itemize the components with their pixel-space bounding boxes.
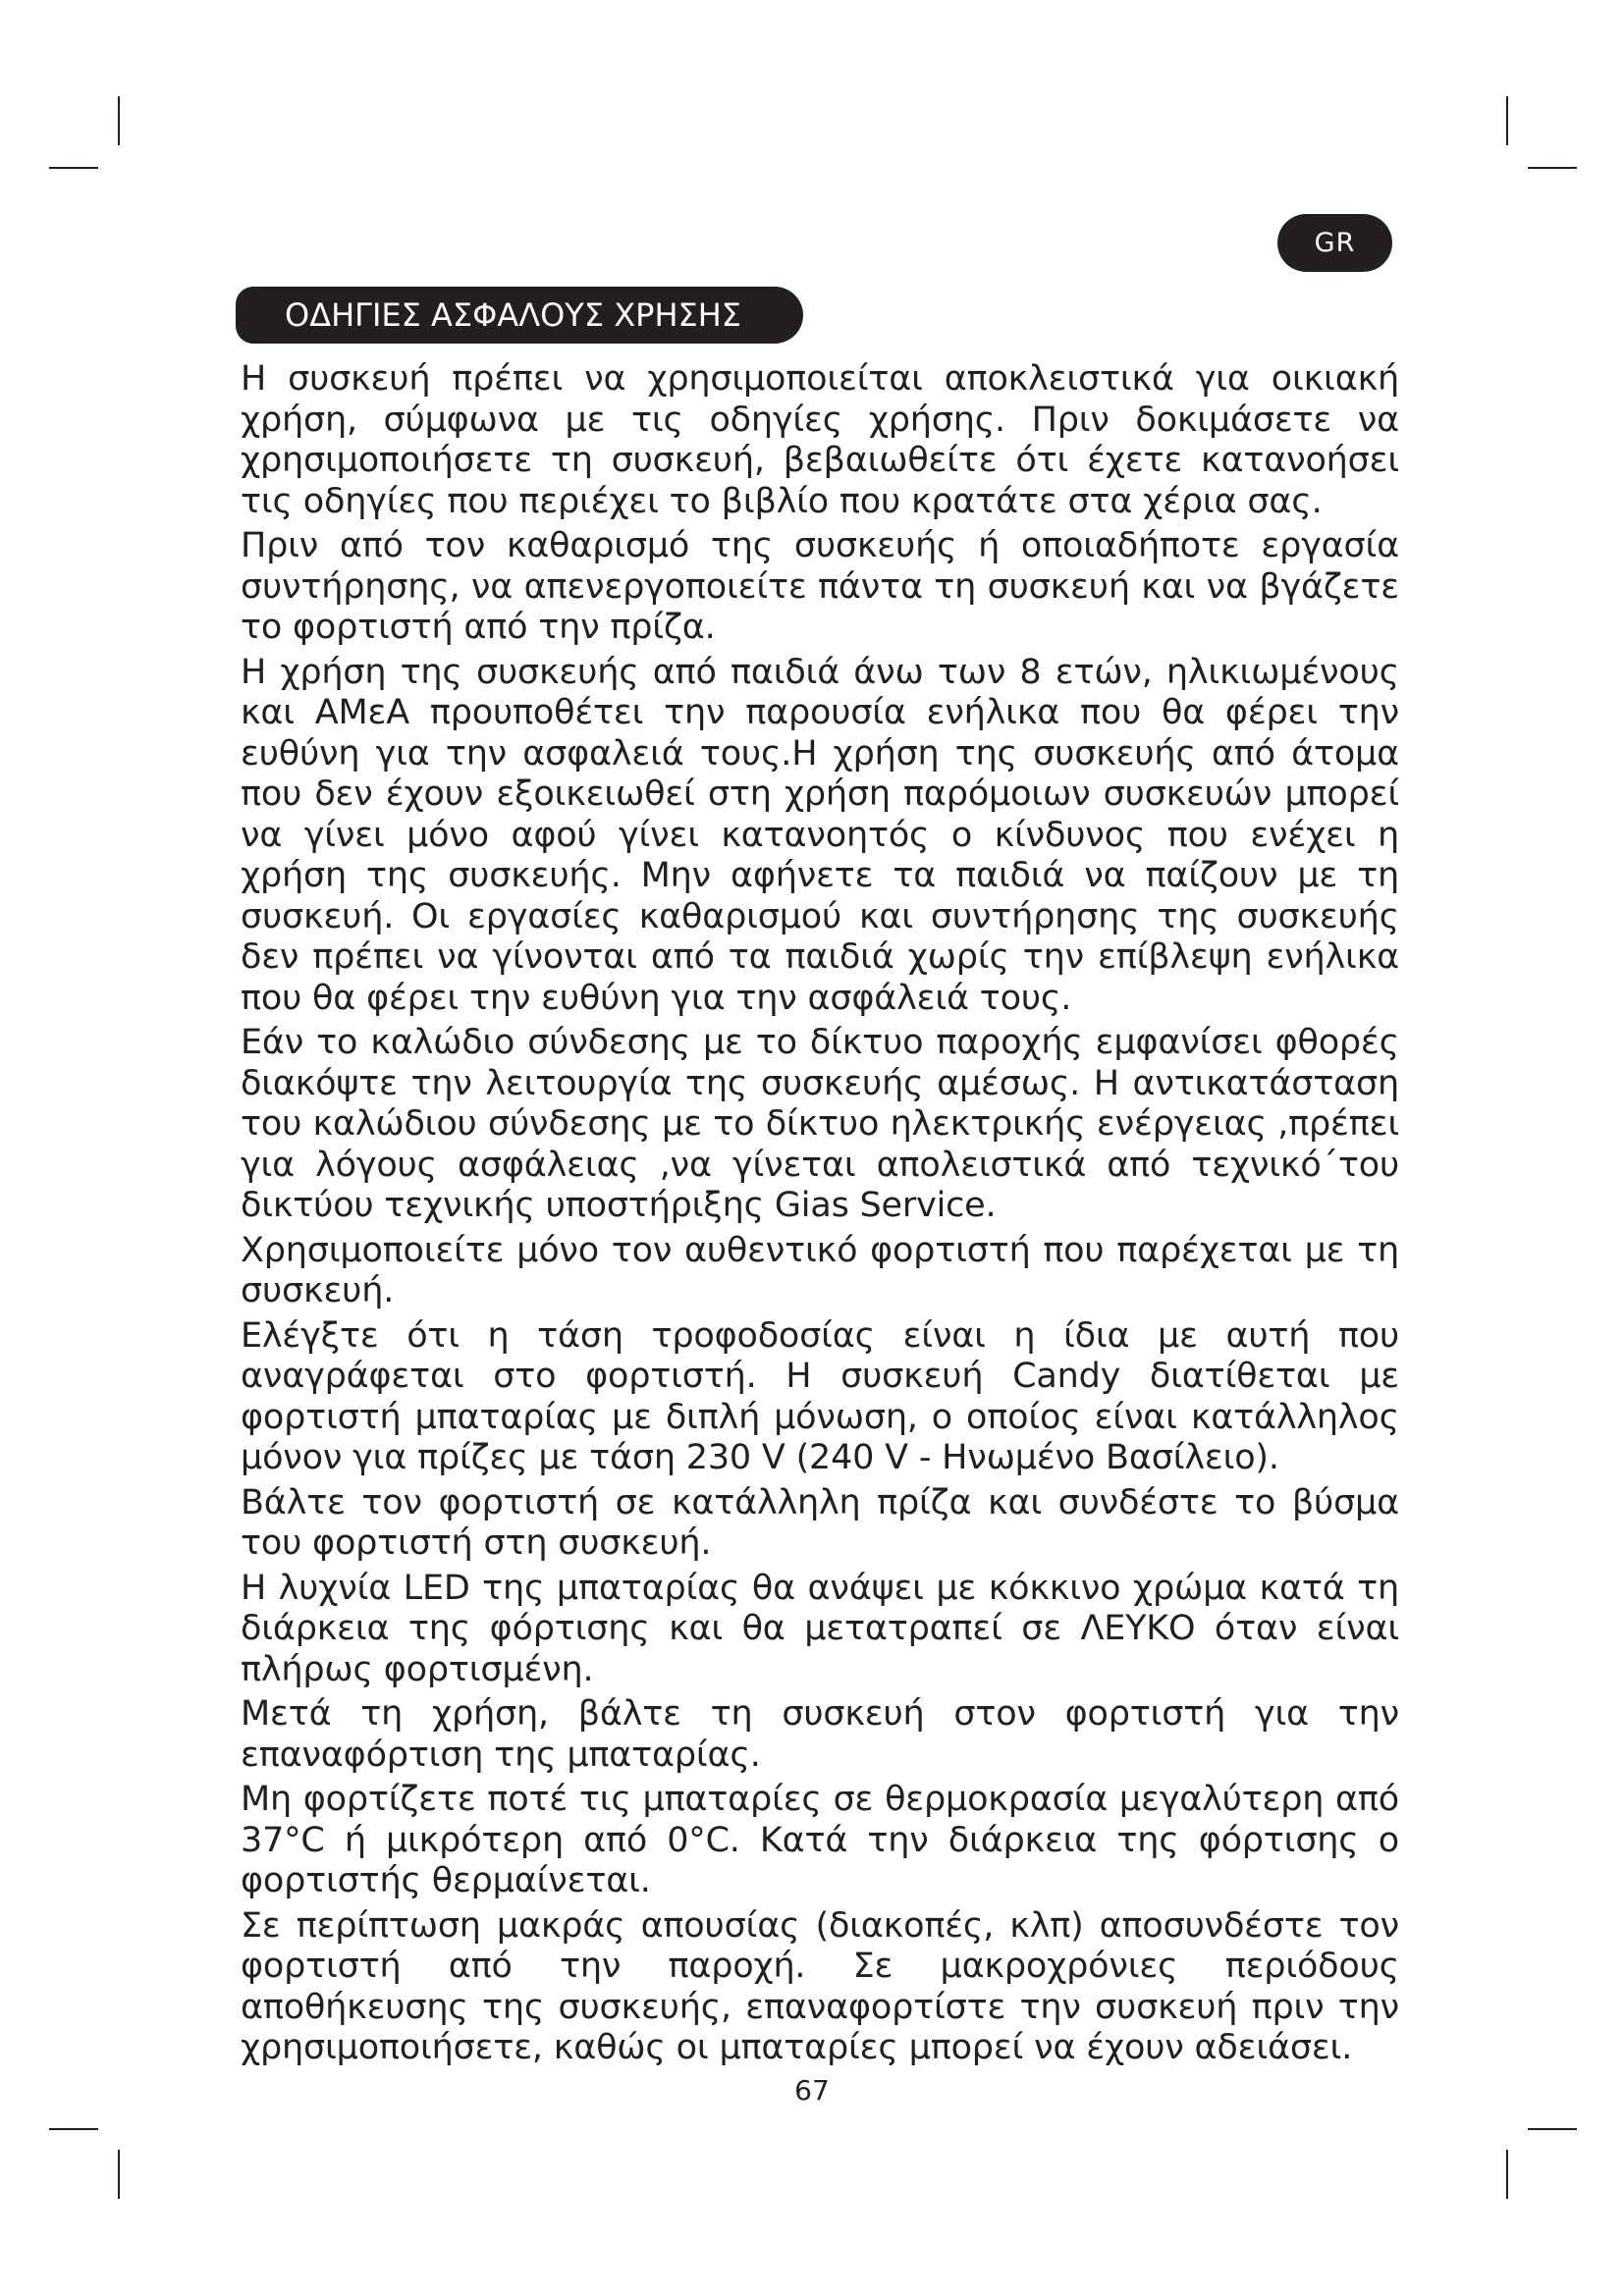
crop-mark-bottom-right-horizontal xyxy=(1528,2128,1577,2130)
crop-mark-bottom-left-vertical xyxy=(118,2150,120,2199)
paragraph: Πριν από τον καθαρισμό της συσκευής ή οποιαδήποτε εργασία συντήρησης, να απενεργοποιείτε πάντα τη συσκευή και να βγάζετε το φορτιστή από την πρίζα. xyxy=(241,526,1399,647)
paragraph: Η συσκευή πρέπει να χρησιμοποιείται αποκλειστικά για οικιακή χρήση, σύμφωνα με τις οδηγίες χρήσης. Πριν δοκιμάσετε να χρησιμοποιήσετε τη συσκευή, βεβαιωθείτε ότι έχετε κατανοήσει τις οδηγίες που περιέχει το βιβλίο που κρατάτε στα χέρια σας. xyxy=(241,359,1399,521)
paragraph: Η χρήση της συσκευής από παιδιά άνω των 8 ετών, ηλικιωμένους και ΑΜεΑ προυποθέτει την παρουσία ενήλικα που θα φέρει την ευθύνη για την ασφαλειά τους.Η χρήση της συσκευής από άτομα που δεν έχουν εξοικειωθεί στη χρήση παρόμοιων συσκευών μπορεί να γίνει μόνο αφού γίνει κατανοητός ο κίνδυνος που ενέχει η χρήση της συσκευής. Μην αφήνετε τα παιδιά να παίζουν με τη συσκευή. Οι εργασίες καθαρισμού και συντήρησης της συσκευής δεν πρέπει να γίνονται από τα παιδιά χωρίς την επίβλεψη ενήλικα που θα φέρει την ευθύνη για την ασφάλειά τους. xyxy=(241,652,1399,1018)
crop-mark-bottom-right-vertical xyxy=(1506,2150,1508,2199)
crop-mark-top-right-horizontal xyxy=(1528,167,1577,169)
paragraph: Μετά τη χρήση, βάλτε τη συσκευή στον φορτιστή για την επαναφόρτιση της μπαταρίας. xyxy=(241,1694,1399,1775)
paragraph: Χρησιμοποιείτε μόνο τον αυθεντικό φορτιστή που παρέχεται με τη συσκευή. xyxy=(241,1230,1399,1310)
paragraph: Μη φορτίζετε ποτέ τις μπαταρίες σε θερμοκρασία μεγαλύτερη από 37°C ή μικρότερη από 0°C. Κατά την διάρκεια της φόρτισης ο φορτιστής θερμαίνεται. xyxy=(241,1780,1399,1900)
crop-mark-top-left-vertical xyxy=(118,96,120,145)
language-badge: GR xyxy=(1277,214,1392,272)
page-number: 67 xyxy=(794,2074,830,2107)
paragraph: Βάλτε τον φορτιστή σε κατάλληλη πρίζα και συνδέστε το βύσμα του φορτιστή στη συσκευή. xyxy=(241,1482,1399,1563)
paragraph: Εάν το καλώδιο σύνδεσης με το δίκτυο παροχής εμφανίσει φθορές διακόψτε την λειτουργία της συσκευής αμέσως. Η αντικατάσταση του καλώδιου σύνδεσης με το δίκτυο ηλεκτρικής ενέργειας ,πρέπει για λόγους ασφάλειας ,να γίνεται απολειστικά από τεχνικό΄του δικτύου τεχνικής υποστήριξης Gias Service. xyxy=(241,1023,1399,1225)
crop-mark-top-right-vertical xyxy=(1506,96,1508,145)
paragraph: Ελέγξτε ότι η τάση τροφοδοσίας είναι η ίδια με αυτή που αναγράφεται στο φορτιστή. Η συσκευή Candy διατίθεται με φορτιστή μπαταρίας με διπλή μόνωση, ο οποίος είναι κατάλληλος μόνον για πρίζες με τάση 230 V (240 V - Ηνωμένο Βασίλειο). xyxy=(241,1315,1399,1477)
section-title: ΟΔΗΓΙΕΣ ΑΣΦΑΛΟΥΣ ΧΡΗΣΗΣ xyxy=(236,287,803,344)
crop-mark-top-left-horizontal xyxy=(49,167,98,169)
paragraph: Σε περίπτωση μακράς απουσίας (διακοπές, κλπ) αποσυνδέστε τον φορτιστή από την παροχή. Σε μακροχρόνιες περιόδους αποθήκευσης της συσκευής, επαναφορτίστε την συσκευή πριν την χρησιμοποιήσετε, καθώς οι μπαταρίες μπορεί να έχουν αδειάσει. xyxy=(241,1905,1399,2067)
paragraph: Η λυχνία LED της μπαταρίας θα ανάψει με κόκκινο χρώμα κατά τη διάρκεια της φόρτισης και θα μετατραπεί σε ΛΕΥΚΟ όταν είναι πλήρως φορτισμένη. xyxy=(241,1568,1399,1689)
safety-instructions-body xyxy=(241,359,1399,2073)
crop-mark-bottom-left-horizontal xyxy=(49,2128,98,2130)
